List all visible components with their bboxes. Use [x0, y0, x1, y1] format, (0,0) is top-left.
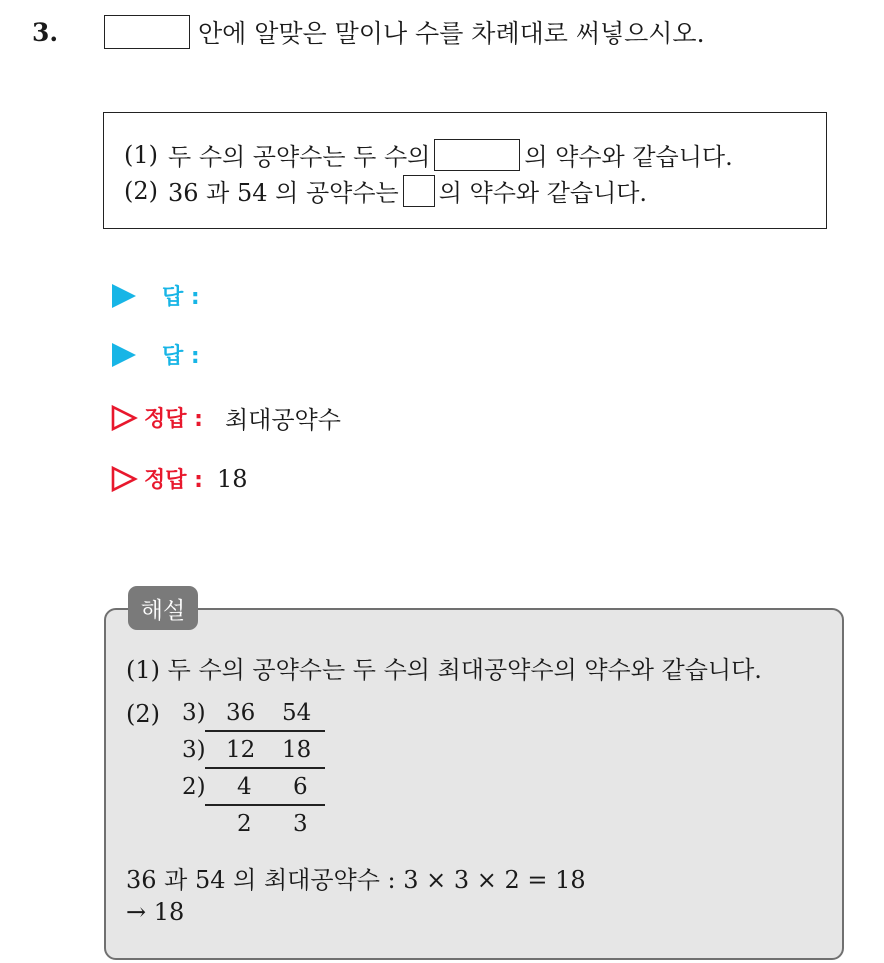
- outline-triangle-icon: [110, 404, 138, 432]
- problem-2-blank[interactable]: [403, 175, 435, 207]
- correct-row-2: [110, 463, 248, 494]
- question-number: 3.: [32, 18, 59, 47]
- division-result: 2: [237, 811, 252, 837]
- correct-value-1: 최대공약수: [224, 406, 341, 434]
- division-value: 54: [282, 700, 312, 726]
- division-divisor: 2): [182, 774, 206, 800]
- answer-row-2[interactable]: [112, 339, 200, 370]
- problem-2-text-after: 의 약수와 같습니다.: [438, 179, 648, 207]
- problem-2-text-before: 36 과 54 의 공약수는: [168, 179, 399, 207]
- problem-1-text-after: 의 약수와 같습니다.: [524, 143, 733, 171]
- division-underline: [205, 767, 325, 769]
- instruction-blank-box: [104, 15, 190, 49]
- answer-label-2: 답 :: [162, 344, 200, 369]
- problem-1-number: (1): [124, 140, 158, 169]
- division-divisor: 3): [182, 700, 206, 726]
- problem-1-blank[interactable]: [434, 139, 520, 171]
- division-underline: [205, 804, 325, 806]
- problem-line-2: [124, 173, 647, 208]
- division-underline: [205, 730, 325, 732]
- division-value: 18: [282, 737, 312, 763]
- answer-row-1[interactable]: [112, 280, 200, 311]
- division-divisor: 3): [182, 737, 206, 763]
- play-triangle-icon: [112, 343, 136, 367]
- correct-value-2: 18: [216, 464, 248, 493]
- explanation-arrow-line: → 18: [126, 898, 185, 926]
- division-value: 4: [237, 774, 252, 800]
- problem-2-number: (2): [124, 176, 158, 205]
- problem-1-text-before: 두 수의 공약수는 두 수의: [168, 143, 431, 171]
- problem-line-1: [124, 137, 733, 172]
- play-triangle-icon: [112, 284, 136, 308]
- division-result: 3: [293, 811, 308, 837]
- division-value: 12: [226, 737, 256, 763]
- correct-row-1: [110, 400, 341, 435]
- explanation-line-1: (1) 두 수의 공약수는 두 수의 최대공약수의 약수와 같습니다.: [126, 656, 762, 684]
- question-instruction-line: [104, 14, 705, 50]
- explanation-part2-label: (2): [126, 700, 160, 728]
- correct-label-2: 정답 :: [144, 468, 203, 493]
- correct-label-1: 정답 :: [144, 407, 203, 432]
- answer-label-1: 답 :: [162, 285, 200, 310]
- explanation-tag: 해설: [128, 586, 198, 630]
- explanation-gcd-line: 36 과 54 의 최대공약수 : 3 × 3 × 2 = 18: [126, 866, 586, 894]
- outline-triangle-icon: [110, 465, 138, 493]
- question-instruction: 안에 알맞은 말이나 수를 차례대로 써넣으시오.: [198, 19, 705, 48]
- problem-box: [103, 112, 827, 229]
- division-value: 36: [226, 700, 256, 726]
- division-value: 6: [293, 774, 308, 800]
